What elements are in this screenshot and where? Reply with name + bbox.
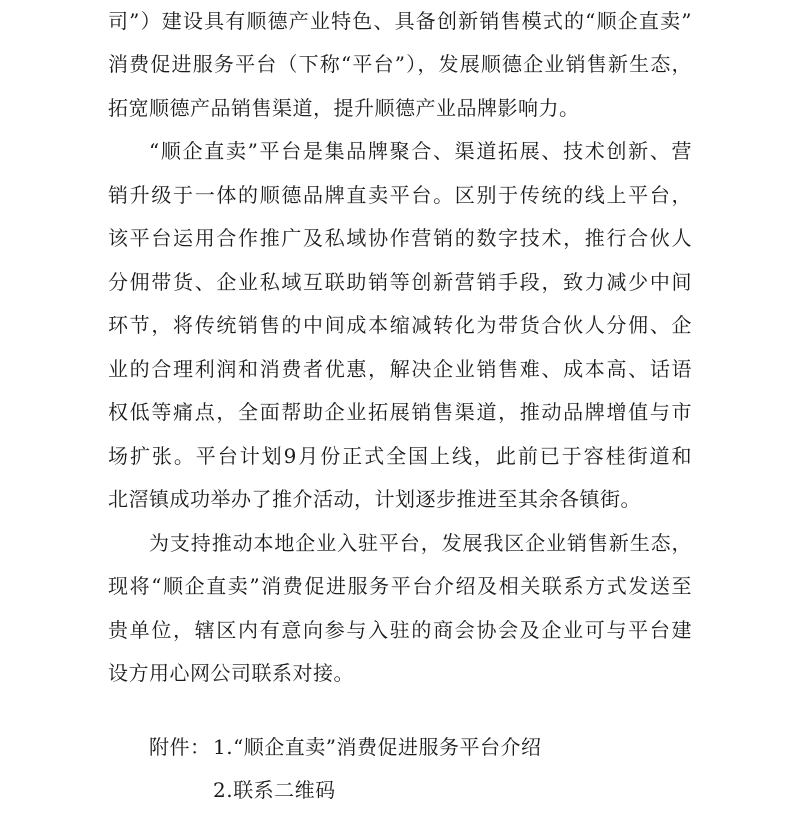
paragraph-1-line-1: 司”）建设具有顺德产业特色、具备创新销售模式的“顺企直卖”: [108, 9, 692, 33]
paragraph-2-line-1: “顺企直卖”平台是集品牌聚合、渠道拓展、技术创新、营: [149, 139, 692, 163]
paragraph-2-line-8: 场扩张。平台计划9月份正式全国上线，此前已于容桂街道和: [108, 444, 692, 468]
paragraph-2-line-7: 权低等痛点，全面帮助企业拓展销售渠道，推动品牌增值与市: [108, 400, 692, 424]
attachments-label: 附件：: [149, 735, 211, 759]
attachment-item-1: 1.“顺企直卖”消费促进服务平台介绍: [213, 735, 542, 759]
paragraph-3-line-3: 贵单位，辖区内有意向参与入驻的商会协会及企业可与平台建: [108, 618, 692, 642]
paragraph-1-line-3: 拓宽顺德产品销售渠道，提升顺德产业品牌影响力。: [108, 96, 580, 120]
paragraph-2-line-3: 该平台运用合作推广及私域协作营销的数字技术，推行合伙人: [108, 226, 692, 250]
paragraph-1-line-2: 消费促进服务平台（下称“平台”），发展顺德企业销售新生态，: [108, 52, 692, 76]
paragraph-2-line-2: 销升级于一体的顺德品牌直卖平台。区别于传统的线上平台，: [108, 183, 692, 207]
paragraph-3-line-2: 现将“顺企直卖”消费促进服务平台介绍及相关联系方式发送至: [108, 574, 692, 598]
paragraph-2-line-5: 环节，将传统销售的中间成本缩减转化为带货合伙人分佣、企: [108, 313, 692, 337]
paragraph-2-line-4: 分佣带货、企业私域互联助销等创新营销手段，致力减少中间: [108, 270, 692, 294]
paragraph-3-line-4: 设方用心网公司联系对接。: [108, 661, 354, 685]
paragraph-2-line-9: 北滘镇成功举办了推介活动，计划逐步推进至其余各镇街。: [108, 487, 641, 511]
attachment-item-2: 2.联系二维码: [213, 778, 336, 802]
paragraph-2-line-6: 业的合理利润和消费者优惠，解决企业销售难、成本高、话语: [108, 357, 692, 381]
paragraph-3-line-1: 为支持推动本地企业入驻平台，发展我区企业销售新生态，: [149, 531, 692, 555]
